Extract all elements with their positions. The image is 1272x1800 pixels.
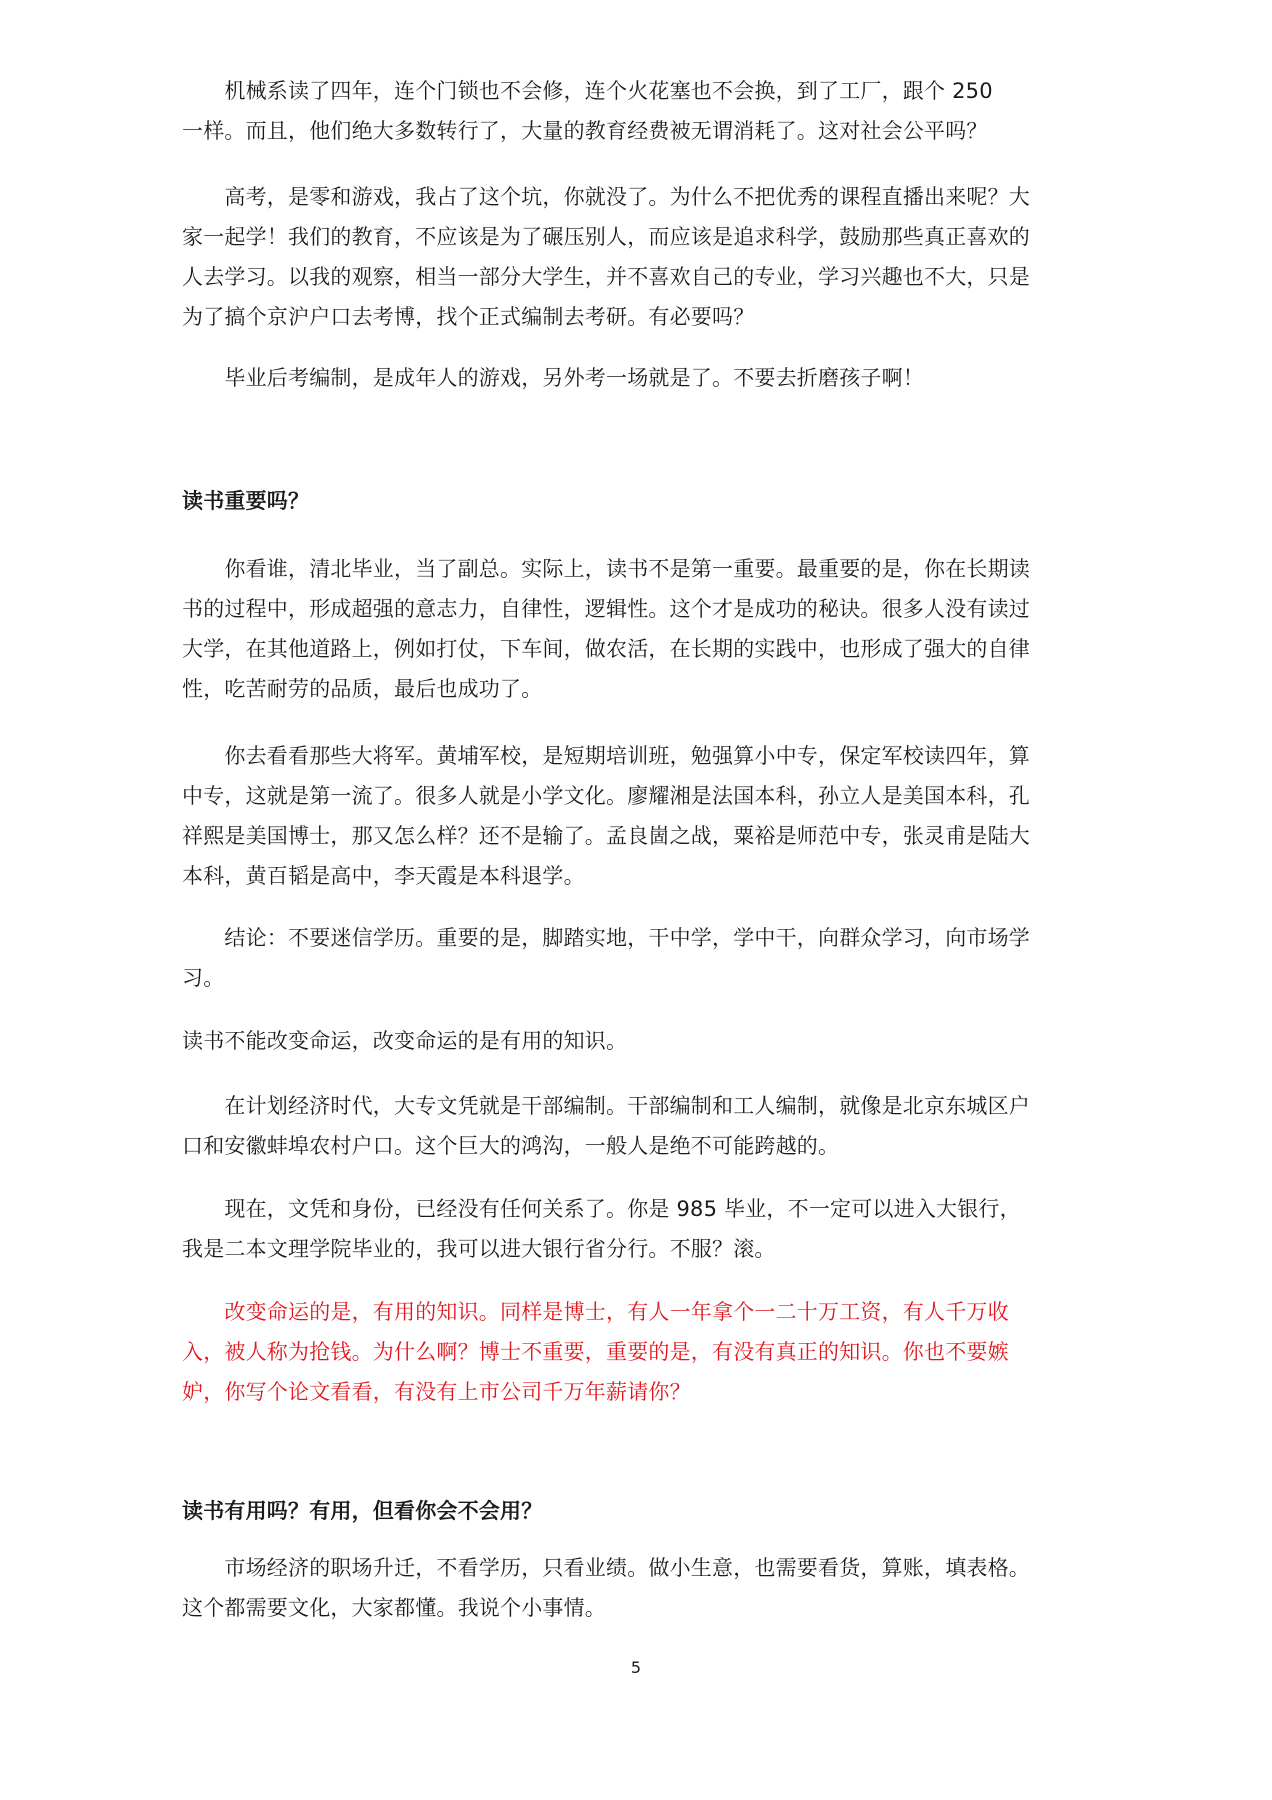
text-line: 大学，在其他道路上，例如打仗，下车间，做农活，在长期的实践中，也形成了强大的自律 <box>182 637 1030 661</box>
text-line: 高考，是零和游戏，我占了这个坑，你就没了。为什么不把优秀的课程直播出来呢？大 <box>182 185 1030 209</box>
paragraph <box>182 736 1092 896</box>
section-heading <box>182 481 1092 521</box>
text-line: 市场经济的职场升迁，不看学历，只看业绩。做小生意，也需要看货，算账，填表格。 <box>182 1556 1030 1580</box>
text-line: 入，被人称为抢钱。为什么啊？博士不重要，重要的是，有没有真正的知识。你也不要嫉 <box>182 1340 1009 1364</box>
text-line: 机械系读了四年，连个门锁也不会修，连个火花塞也不会换，到了工厂，跟个 250 <box>182 79 993 103</box>
paragraph <box>182 1189 1092 1269</box>
text-line: 改变命运的是，有用的知识。同样是博士，有人一年拿个一二十万工资，有人千万收 <box>182 1300 1009 1324</box>
paragraph <box>182 358 1092 398</box>
paragraph <box>182 177 1092 337</box>
text-line: 在计划经济时代，大专文凭就是干部编制。干部编制和工人编制，就像是北京东城区户 <box>182 1094 1030 1118</box>
text-line: 口和安徽蚌埠农村户口。这个巨大的鸿沟，一般人是绝不可能跨越的。 <box>182 1134 840 1158</box>
paragraph <box>182 1086 1092 1166</box>
text-line: 本科，黄百韬是高中，李天霞是本科退学。 <box>182 864 585 888</box>
text-line: 家一起学！我们的教育，不应该是为了碾压别人，而应该是追求科学，鼓励那些真正喜欢的 <box>182 225 1030 249</box>
text-line: 为了搞个京沪户口去考博，找个正式编制去考研。有必要吗？ <box>182 305 755 329</box>
text-line: 毕业后考编制，是成年人的游戏，另外考一场就是了。不要去折磨孩子啊！ <box>182 366 924 390</box>
text-line: 性，吃苦耐劳的品质，最后也成功了。 <box>182 677 543 701</box>
heading-text: 读书重要吗？ <box>182 489 310 513</box>
text-line: 这个都需要文化，大家都懂。我说个小事情。 <box>182 1596 606 1620</box>
paragraph <box>182 918 1092 998</box>
text-line: 妒，你写个论文看看，有没有上市公司千万年薪请你？ <box>182 1380 691 1404</box>
paragraph <box>182 1548 1092 1628</box>
text-line: 结论：不要迷信学历。重要的是，脚踏实地，干中学，学中干，向群众学习，向市场学 <box>182 926 1030 950</box>
text-line: 中专，这就是第一流了。很多人就是小学文化。廖耀湘是法国本科，孙立人是美国本科，孔 <box>182 784 1030 808</box>
text-line: 我是二本文理学院毕业的，我可以进大银行省分行。不服？滚。 <box>182 1237 776 1261</box>
page-number: 5 <box>630 1658 642 1677</box>
text-line: 你去看看那些大将军。黄埔军校，是短期培训班，勉强算小中专，保定军校读四年，算 <box>182 744 1030 768</box>
paragraph <box>182 1021 1092 1061</box>
paragraph <box>182 71 1092 151</box>
text-line: 书的过程中，形成超强的意志力，自律性，逻辑性。这个才是成功的秘诀。很多人没有读过 <box>182 597 1030 621</box>
text-line: 一样。而且，他们绝大多数转行了，大量的教育经费被无谓消耗了。这对社会公平吗？ <box>182 119 988 143</box>
text-line: 读书不能改变命运，改变命运的是有用的知识。 <box>182 1029 628 1053</box>
text-line: 你看谁，清北毕业，当了副总。实际上，读书不是第一重要。最重要的是，你在长期读 <box>182 557 1030 581</box>
heading-text: 读书有用吗？有用，但看你会不会用？ <box>182 1499 543 1523</box>
text-line: 习。 <box>182 966 225 990</box>
text-line: 祥熙是美国博士，那又怎么样？还不是输了。孟良崮之战，粟裕是师范中专，张灵甫是陆大 <box>182 824 1030 848</box>
highlighted-paragraph <box>182 1292 1092 1412</box>
section-heading <box>182 1491 1092 1531</box>
paragraph <box>182 549 1092 709</box>
text-line: 现在，文凭和身份，已经没有任何关系了。你是 985 毕业，不一定可以进入大银行， <box>182 1197 1021 1221</box>
text-line: 人去学习。以我的观察，相当一部分大学生，并不喜欢自己的专业，学习兴趣也不大，只是 <box>182 265 1030 289</box>
